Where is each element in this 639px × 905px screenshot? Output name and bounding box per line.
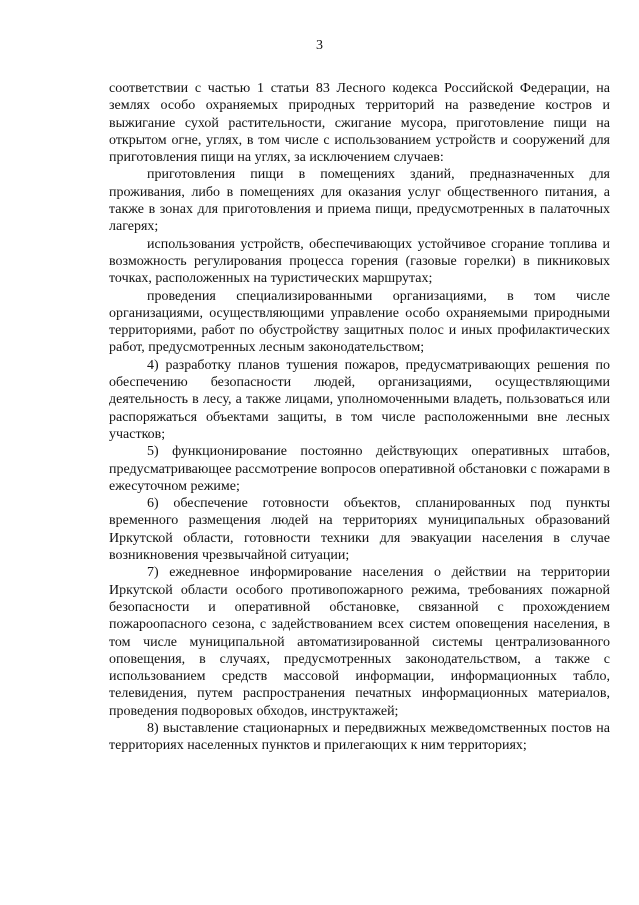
paragraph-exception-cooking-indoors: приготовления пищи в помещениях зданий, предназначенных для проживания, либо в помещениях для оказания услуг общественного питания, а также в зонах для приготовления и приема пищи, предусмотренных в палаточных лагерях; bbox=[109, 167, 610, 235]
paragraph-item-7: 7) ежедневное информирование населения о действии на территории Иркутской области особого противопожарного режима, требованиях пожарной безопасности и оперативной обстановке, связанной с прохождением пожароопасного сезона, с задействованием всех систем оповещения населения, в том числе муниципальной автоматизированной системы централизованного оповещения, в случаях, предусмотренных законодательством, а также с использованием средств массовой информации, информационных табло, телевидения, путем распространения печатных информационных материалов, проведения подворовых обходов, инструктажей; bbox=[109, 565, 610, 719]
paragraph-item-4: 4) разработку планов тушения пожаров, предусматривающих решения по обеспечению безопасности людей, организациями, осуществляющими деятельность в лесу, а также лицами, уполномоченными владеть, пользоваться или распоряжаться объектами защиты, в том числе расположенными вне лесных участков; bbox=[109, 357, 610, 442]
paragraph-exception-gas-burners: использования устройств, обеспечивающих устойчивое сгорание топлива и возможность регулирования процесса горения (газовые горелки) в пикниковых точках, расположенных на туристических маршрутах; bbox=[109, 236, 610, 287]
paragraph-item-8: 8) выставление стационарных и передвижных межведомственных постов на территориях населенных пунктов и прилегающих к ним территориях; bbox=[109, 720, 610, 754]
paragraph-item-5: 5) функционирование постоянно действующих оперативных штабов, предусматривающее рассмотрение вопросов оперативной обстановки с пожарами в ежесуточном режиме; bbox=[109, 444, 610, 494]
paragraph-item-6: 6) обеспечение готовности объектов, спланированных под пункты временного размещения людей на территориях муниципальных образований Иркутской области, готовности техники для эвакуации населения в случае возникновения чрезвычайной ситуации; bbox=[109, 496, 610, 564]
document-body bbox=[109, 80, 610, 755]
page-number: 3 bbox=[316, 38, 323, 53]
paragraph-exception-specialized-works: проведения специализированными организациями, в том числе организациями, осуществляющими управление особо охраняемыми природными территориями, работ по обустройству защитных полос и иных профилактических работ, предусмотренных лесным законодательством; bbox=[109, 288, 610, 356]
paragraph-continuation: соответствии с частью 1 статьи 83 Лесного кодекса Российской Федерации, на землях особо охраняемых природных территорий на разведение костров и выжигание сухой растительности, сжигание мусора, приготовление пищи на открытом огне, углях, в том числе с использованием устройств и сооружений для приготовления пищи на углях, за исключением случаев: bbox=[109, 81, 610, 166]
